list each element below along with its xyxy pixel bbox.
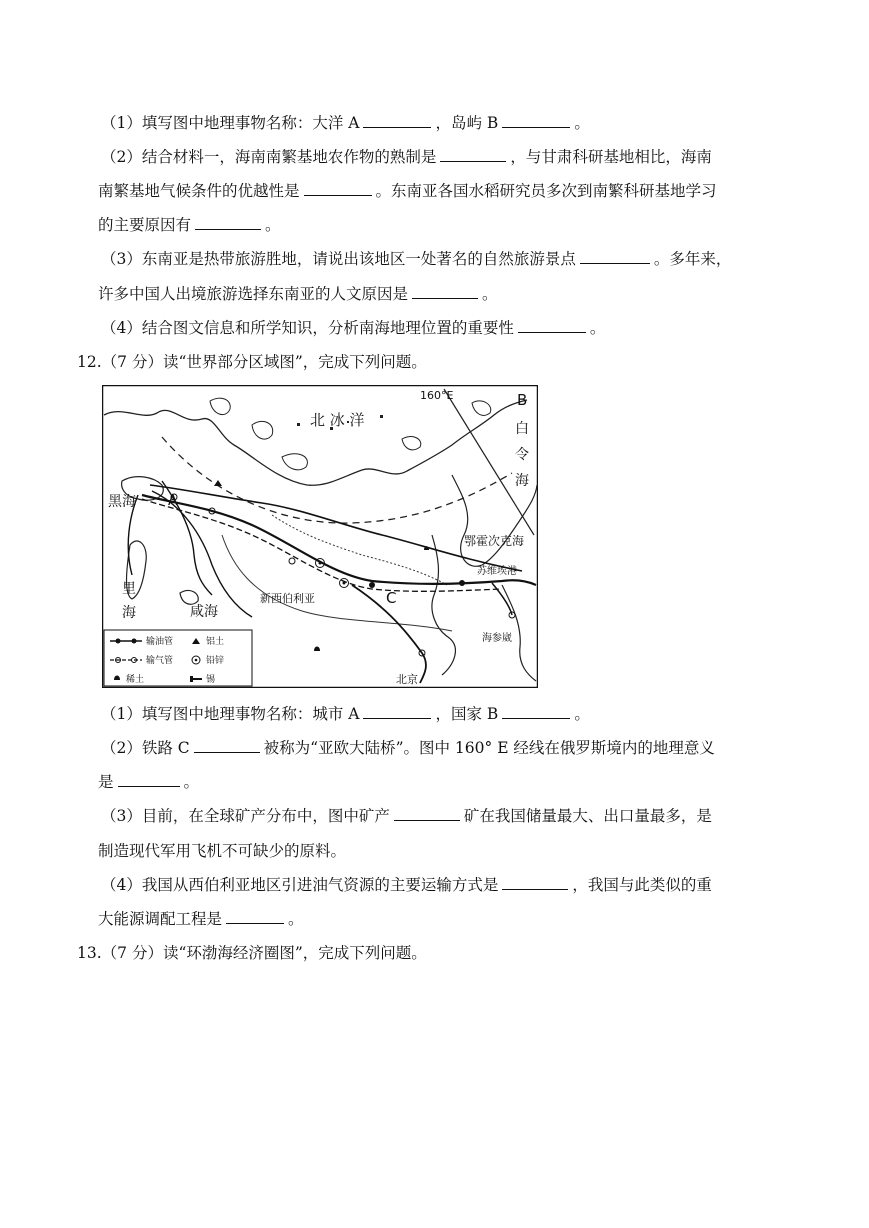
answer-blank[interactable]	[304, 181, 372, 196]
map-label-bering-3: 海	[515, 473, 529, 489]
map-label-novosibirsk: 新西伯利亚	[260, 592, 315, 605]
answer-blank[interactable]	[363, 113, 431, 128]
answer-blank[interactable]	[502, 875, 568, 890]
q11-sub2-line2: 南繁基地气候条件的优越性是 。东南亚各国水稻研究员多次到南繁科研基地学习	[98, 182, 717, 200]
answer-blank[interactable]	[518, 318, 586, 333]
answer-blank[interactable]	[194, 738, 260, 753]
answer-blank[interactable]	[226, 909, 284, 924]
map-label-soviet-harbor: 苏维埃港	[477, 566, 517, 577]
q12-sub1: （1）填写图中地理事物名称：城市 A ，国家 B 。	[101, 705, 590, 723]
map-label-bering-1: 白	[515, 421, 529, 437]
map-label-arctic: 北 冰 洋	[310, 411, 365, 429]
answer-blank[interactable]	[440, 147, 506, 162]
answer-blank[interactable]	[580, 249, 650, 264]
legend-bauxite: 铝土	[206, 637, 225, 647]
question-12-title: 12.（7 分）读“世界部分区域图”，完成下列问题。	[77, 353, 427, 371]
legend-oil-pipeline: 输油管	[146, 637, 174, 647]
q11-sub2-line1: （2）结合材料一，海南南繁基地农作物的熟制是 ，与甘肃科研基地相比，海南	[101, 148, 712, 166]
map-label-okhotsk: 鄂霍次克海	[464, 534, 525, 548]
legend-tin: 锡	[206, 675, 216, 685]
map-label-beijing: 北京	[396, 673, 418, 686]
map-label-meridian: 160°E	[420, 389, 454, 402]
map-label-caspian-1: 里	[122, 581, 136, 597]
answer-blank[interactable]	[195, 215, 261, 230]
q11-sub3-line2: 许多中国人出境旅游选择东南亚的人文原因是 。	[98, 285, 498, 303]
world-region-map	[102, 385, 538, 688]
legend-gas-pipeline: 输气管	[146, 656, 174, 666]
answer-blank[interactable]	[363, 704, 431, 719]
q12-sub2-line2: 是 。	[98, 773, 200, 791]
q12-sub2-line1: （2）铁路 C 被称为“亚欧大陆桥”。图中 160° E 经线在俄罗斯境内的地理意义	[101, 739, 715, 757]
map-label-black-sea: 黑海	[108, 494, 136, 510]
q12-sub4-line1: （4）我国从西伯利亚地区引进油气资源的主要运输方式是 ，我国与此类似的重	[101, 876, 712, 894]
q12-sub4-line2: 大能源调配工程是 。	[98, 910, 304, 928]
q11-sub3-line1: （3）东南亚是热带旅游胜地，请说出该地区一处著名的自然旅游景点 。多年来，	[101, 250, 732, 268]
answer-blank[interactable]	[412, 284, 478, 299]
map-label-city-a: A	[168, 493, 178, 509]
answer-blank[interactable]	[394, 806, 460, 821]
q11-sub2-line3: 的主要原因有 。	[98, 216, 281, 234]
map-label-aral: 咸海	[190, 604, 218, 620]
map-label-railway-c: C	[386, 589, 397, 607]
map-label-vladivostok: 海参崴	[482, 633, 512, 644]
q12-sub3-line2: 制造现代军用飞机不可缺少的原料。	[98, 842, 347, 860]
q12-sub3-line1: （3）目前，在全球矿产分布中，图中矿产 矿在我国储量最大、出口量最多，是	[101, 807, 712, 825]
legend-rare-earth: 稀土	[126, 675, 145, 685]
map-label-b: B	[517, 391, 528, 409]
question-13-title: 13.（7 分）读“环渤海经济圈图”，完成下列问题。	[77, 944, 427, 962]
map-label-bering-2: 令	[515, 447, 529, 463]
map-label-caspian-2: 海	[122, 605, 136, 621]
answer-blank[interactable]	[502, 704, 570, 719]
q11-sub1: （1）填写图中地理事物名称：大洋 A ，岛屿 B 。	[101, 114, 590, 132]
legend-lead-zinc: 铅锌	[206, 656, 225, 666]
answer-blank[interactable]	[502, 113, 570, 128]
q11-sub4: （4）结合图文信息和所学知识，分析南海地理位置的重要性 。	[101, 319, 606, 337]
answer-blank[interactable]	[118, 772, 180, 787]
